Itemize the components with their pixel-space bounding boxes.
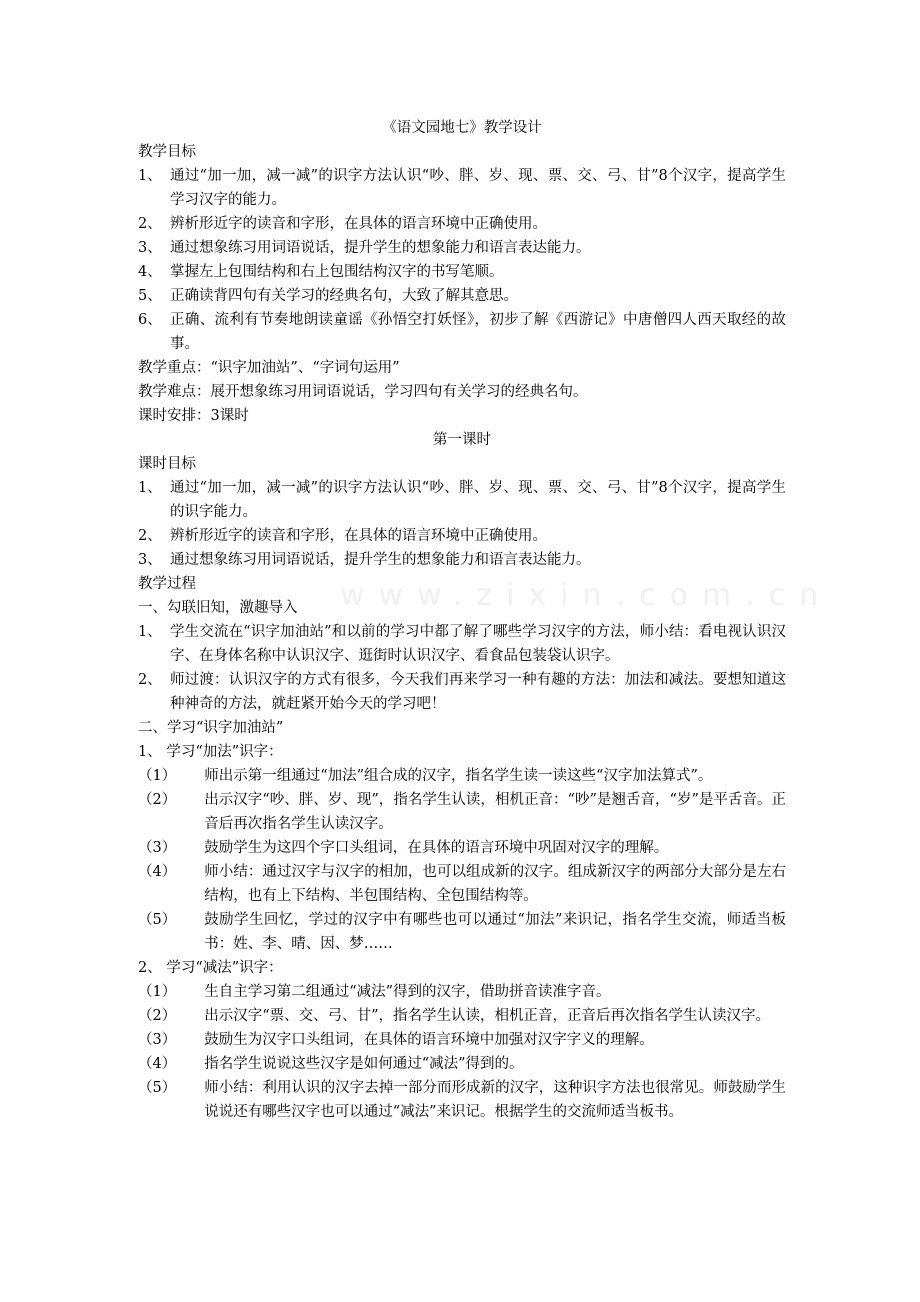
item-text: 指名学生说说这些汉字是如何通过“减法”得到的。 [204,1056,524,1072]
list-item [138,308,786,356]
item-number: 2、 [138,672,162,688]
document-title: 《语文园地七》教学设计 [382,120,542,136]
item-number: （2） [138,1008,177,1024]
item-number: 1、 [138,624,162,640]
list-item [138,476,786,524]
item-number: 4、 [138,264,162,280]
heading-goals: 教学目标 [138,144,196,160]
sub1-list [138,764,786,956]
item-text: 生自主学习第二组通过“减法”得到的汉字，借助拼音读准字音。 [204,984,611,1000]
section1-list [138,620,786,716]
list-item [138,164,786,212]
item-number: 3、 [138,552,162,568]
list-item [138,836,786,860]
list-item [138,1076,786,1124]
sub2-list [138,980,786,1124]
list-item [138,1004,786,1028]
item-text: 通过想象练习用词语说话，提升学生的想象能力和语言表达能力。 [170,240,591,256]
item-text: 鼓励生为汉字口头组词，在具体的语言环境中加强对汉字字义的理解。 [204,1032,654,1048]
item-number: （3） [138,1032,177,1048]
item-number: 1、 [138,480,162,496]
schedule: 课时安排：3课时 [138,408,249,424]
item-number: （5） [138,1080,177,1096]
item-text: 鼓励学生回忆，学过的汉字中有哪些也可以通过“加法”来识记，指名学生交流，师适当板书：姓、李、晴、因、梦…… [204,912,786,952]
difficulties: 教学难点：展开想象练习用词语说话，学习四句有关学习的经典名句。 [138,384,588,400]
lesson-goals-heading: 课时目标 [138,456,196,472]
list-item [138,980,786,1004]
list-item [138,788,786,836]
item-number: （2） [138,792,177,808]
item-number: （1） [138,768,177,784]
item-text: 师过渡：认识汉字的方式有很多，今天我们再来学习一种有趣的方法：加法和减法。要想知道这种神奇的方法，就赶紧开始今天的学习吧！ [170,672,786,712]
item-text: 正确读背四句有关学习的经典名句，大致了解其意思。 [170,288,518,304]
list-item [138,284,786,308]
item-text: 师小结：利用认识的汉字去掉一部分而形成新的汉字，这种识字方法也很常见。师鼓励学生说说还有哪些汉字也可以通过“减法”来识记。根据学生的交流师适当板书。 [204,1080,786,1120]
item-number: （1） [138,984,177,1000]
document-body [138,116,786,1124]
list-item [138,908,786,956]
process-heading: 教学过程 [138,576,196,592]
sub1-heading: 1、 学习“加法”识字： [138,744,283,760]
item-number: 5、 [138,288,162,304]
list-item [138,1028,786,1052]
watermark: www.zixin.com.cn [340,578,833,613]
list-item [138,260,786,284]
item-number: 3、 [138,240,162,256]
lesson-goals-list [138,476,786,572]
list-item [138,212,786,236]
list-item [138,860,786,908]
item-text: 辨析形近字的读音和字形，在具体的语言环境中正确使用。 [170,528,547,544]
section2-heading: 二、学习“识字加油站” [138,720,284,736]
item-text: 正确、流利有节奏地朗读童谣《孙悟空打妖怪》，初步了解《西游记》中唐僧四人西天取经的故事。 [170,312,786,352]
item-number: 6、 [138,312,162,328]
item-number: 1、 [138,168,162,184]
list-item [138,620,786,668]
item-text: 通过想象练习用词语说话，提升学生的想象能力和语言表达能力。 [170,552,591,568]
sub2-heading: 2、 学习“减法”识字： [138,960,283,976]
item-text: 辨析形近字的读音和字形，在具体的语言环境中正确使用。 [170,216,547,232]
item-number: 2、 [138,216,162,232]
section1-heading: 一、勾联旧知，激趣导入 [138,600,298,616]
item-text: 通过“加一加，减一减”的识字方法认识“吵、胖、岁、现、票、交、弓、甘”8个汉字，提高学生的识字能力。 [170,480,786,520]
item-number: （4） [138,1056,177,1072]
item-text: 学生交流在“识字加油站”和以前的学习中都了解了哪些学习汉字的方法，师小结：看电视认识汉字、在身体名称中认识汉字、逛街时认识汉字、看食品包装袋认识字。 [170,624,786,664]
list-item [138,1052,786,1076]
item-number: （3） [138,840,177,856]
item-text: 出示汉字“票、交、弓、甘”，指名学生认读，相机正音，正音后再次指名学生认读汉字。 [204,1008,771,1024]
list-item [138,548,786,572]
list-item [138,524,786,548]
item-number: （4） [138,864,177,880]
list-item [138,668,786,716]
goals-list [138,164,786,356]
list-item [138,764,786,788]
item-text: 师小结：通过汉字与汉字的相加，也可以组成新的汉字。组成新汉字的两部分大部分是左右结构，也有上下结构、半包围结构、全包围结构等。 [204,864,786,904]
item-number: 2、 [138,528,162,544]
item-text: 通过“加一加，减一减”的识字方法认识“吵、胖、岁、现、票、交、弓、甘”8个汉字，提高学生学习汉字的能力。 [170,168,786,208]
item-text: 出示汉字“吵、胖、岁、现”，指名学生认读，相机正音：“吵”是翘舌音，“岁”是平舌音。正音后再次指名学生认读汉字。 [204,792,786,832]
item-text: 掌握左上包围结构和右上包围结构汉字的书写笔顺。 [170,264,504,280]
item-number: （5） [138,912,177,928]
key-points: 教学重点：“识字加油站”、“字词句运用” [138,360,400,376]
lesson1-title: 第一课时 [433,432,491,448]
list-item [138,236,786,260]
item-text: 师出示第一组通过“加法”组合成的汉字，指名学生读一读这些“汉字加法算式”。 [204,768,713,784]
item-text: 鼓励学生为这四个字口头组词，在具体的语言环境中巩固对汉字的理解。 [204,840,669,856]
